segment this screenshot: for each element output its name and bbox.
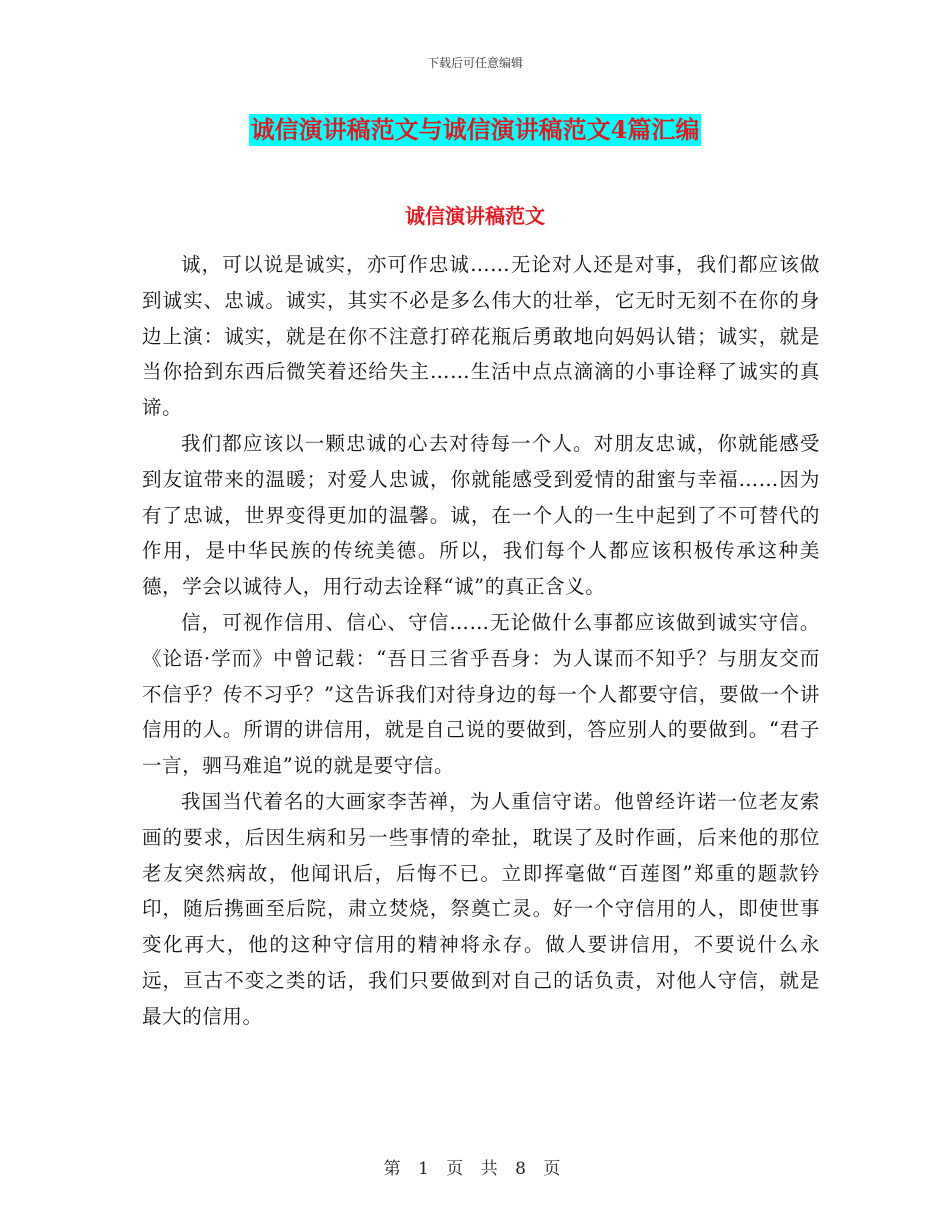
section-title: 诚信演讲稿范文 (405, 204, 545, 228)
paragraph: 我们都应该以一颗忠诚的心去对待每一个人。对朋友忠诚，你就能感受到友谊带来的温暖；对爱人忠诚，你就能感受到爱情的甜蜜与幸福……因为有了忠诚，世界变得更加的温馨。诚，在一个人的一生中起到了不可替代的作用，是中华民族的传统美德。所以，我们每个人都应该积极传承这种美德，学会以诚待人，用行动去诠释“诚”的真正含义。 (142, 431, 820, 599)
page-number-footer: 第 1 页 共 8 页 (383, 1159, 567, 1179)
document-title: 诚信演讲稿范文与诚信演讲稿范文4篇汇编 (250, 115, 700, 144)
document-title-container (0, 114, 950, 146)
paragraph: 信，可视作信用、信心、守信……无论做什么事都应该做到诚实守信。《论语·学而》中曾记载：“吾日三省乎吾身：为人谋而不知乎？与朋友交而不信乎？传不习乎？”这告诉我们对待身边的每一个人都要守信，要做一个讲信用的人。所谓的讲信用，就是自己说的要做到，答应别人的要做到。“君子一言，驷马难追”说的就是要守信。 (142, 610, 820, 778)
paragraph: 诚，可以说是诚实，亦可作忠诚……无论对人还是对事，我们都应该做到诚实、忠诚。诚实，其实不必是多么伟大的壮举，它无时无刻不在你的身边上演：诚实，就是在你不注意打碎花瓶后勇敢地向妈妈认错；诚实，就是当你拾到东西后微笑着还给失主……生活中点点滴滴的小事诠释了诚实的真谛。 (142, 253, 820, 420)
header-note: 下载后可任意编辑 (426, 56, 523, 70)
paragraph: 我国当代着名的大画家李苦禅，为人重信守诺。他曾经许诺一位老友索画的要求，后因生病和另一些事情的牵扯，耽误了及时作画，后来他的那位老友突然病故，他闻讯后，后悔不已。立即挥毫做“百莲图”郑重的题款钤印，随后携画至后院，肃立焚烧，祭奠亡灵。好一个守信用的人，即使世事变化再大，他的这种守信用的精神将永存。做人要讲信用，不要说什么永远，亘古不变之类的话，我们只要做到对自己的话负责，对他人守信，就是最大的信用。 (142, 789, 820, 1028)
document-body (142, 247, 820, 1035)
